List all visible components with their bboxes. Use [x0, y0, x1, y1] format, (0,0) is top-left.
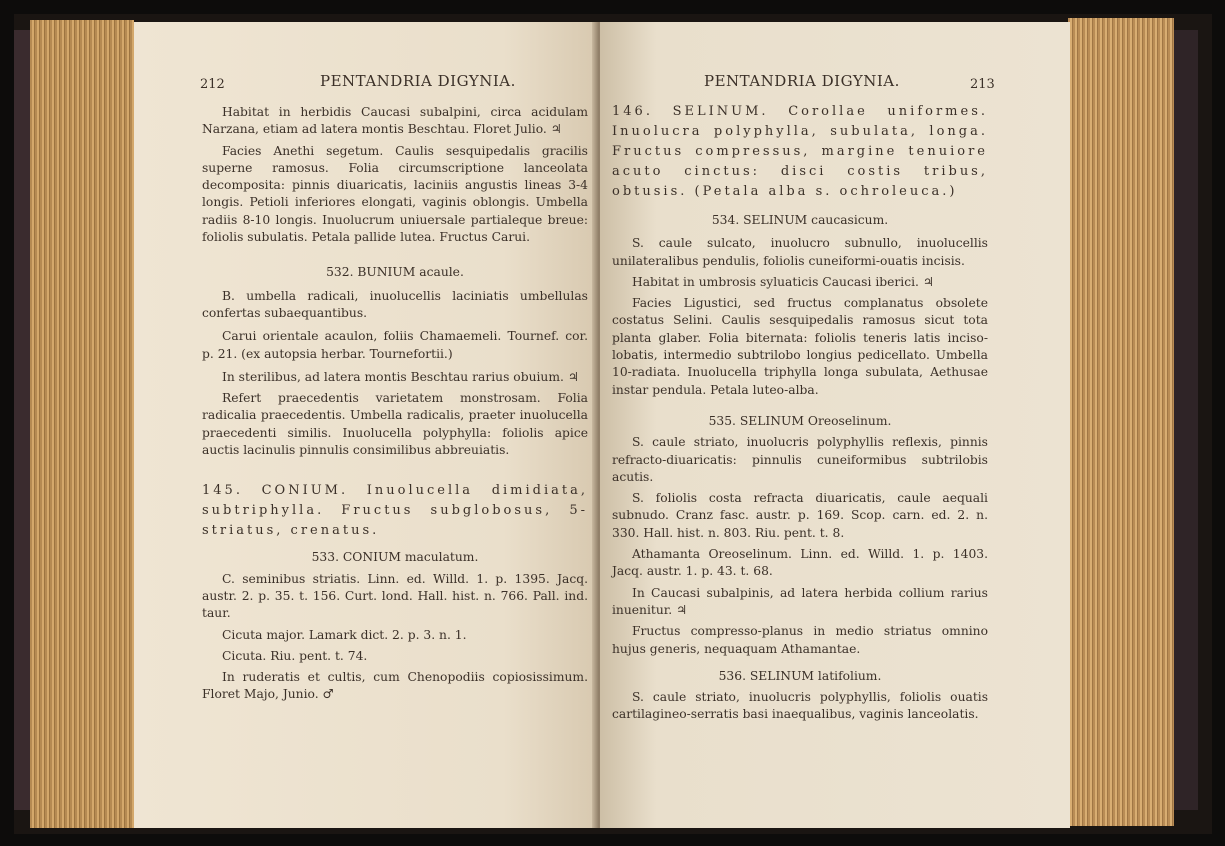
running-head: PENTANDRIA DIGYNIA.	[704, 72, 900, 90]
left-text-block	[202, 104, 588, 704]
paragraph: In ruderatis et cultis, cum Chenopodiis copiosissimum. Floret Majo, Junio. ♂	[202, 670, 588, 702]
paragraph: Refert praecedentis varietatem monstrosam. Folia radicalia praecedentis. Umbella radicalis, praeter inuolucella praecedenti similis. Inuolucella polyphylla: foliolis apice auctis lacinulis pinnulis consimilibus abbreuiatis.	[202, 391, 588, 458]
paragraph: Habitat in umbrosis syluaticis Caucasi iberici. ♃	[632, 274, 934, 289]
species-heading: 534. SELINUM caucasicum.	[711, 213, 889, 227]
genus-heading: 146. SELINUM. Corollae uniformes. Inuolucra polyphylla, subulata, longa. Fructus compressus, margine tenuiore acuto cinctus: disci costis tribus, obtusis. (Petala alba s. ochroleuca.)	[612, 104, 988, 199]
right-page	[600, 22, 1070, 828]
paragraph: S. caule sulcato, inuolucro subnullo, inuolucellis unilateralibus pendulis, foliolis cuneiformi-ouatis incisis.	[612, 236, 988, 268]
paragraph: Fructus compresso-planus in medio striatus omnino hujus generis, nequaquam Athamantae.	[612, 624, 988, 656]
right-text-block	[612, 102, 988, 724]
paragraph: Cicuta major. Lamark dict. 2. p. 3. n. 1.	[222, 627, 467, 642]
paragraph: Facies Ligustici, sed fructus complanatus obsolete costatus Selini. Caulis sesquipedalis ramosus sicut tota planta glaber. Folia biternata: foliolis teneris latis inciso-lobatis, intermedio subtrilobo longius pedicellato. Umbella 10-radiata. Inuolucella triphylla longa subulata, Aethusae instar pendula. Petala luteo-alba.	[612, 296, 988, 397]
page-number: 213	[970, 77, 995, 92]
running-head: PENTANDRIA DIGYNIA.	[320, 72, 516, 90]
paragraph: S. foliolis costa refracta diuaricatis, caule aequali subnudo. Cranz fasc. austr. p. 169. Scop. carn. ed. 2. n. 330. Hall. hist. n. 803. Riu. pent. t. 8.	[612, 491, 988, 540]
paragraph: Habitat in herbidis Caucasi subalpini, circa acidulam Narzana, etiam ad latera montis Beschtau. Floret Julio. ♃	[202, 105, 588, 137]
paragraph: Cicuta. Riu. pent. t. 74.	[222, 648, 368, 663]
left-page-edges	[30, 20, 134, 828]
left-page	[134, 22, 596, 828]
paragraph: C. seminibus striatis. Linn. ed. Willd. 1. p. 1395. Jacq. austr. 2. p. 35. t. 156. Curt. lond. Hall. hist. n. 766. Pall. ind. taur.	[202, 571, 588, 621]
paragraph: Carui orientale acaulon, foliis Chamaemeli. Tournef. cor. p. 21. (ex autopsia herbar. Tournefortii.)	[202, 329, 588, 361]
page-number: 212	[200, 77, 225, 92]
paragraph: B. umbella radicali, inuolucellis laciniatis umbellulas confertas subaequantibus.	[202, 288, 588, 320]
paragraph: In Caucasi subalpinis, ad latera herbida collium rarius inuenitur. ♃	[612, 585, 988, 617]
species-heading: 532. BUNIUM acaule.	[326, 265, 464, 280]
paragraph: Facies Anethi segetum. Caulis sesquipedalis gracilis superne ramosus. Folia circumscriptione lanceolata decomposita: pinnis diuaricatis, laciniis angustis lineas 3-4 longis. Petioli inferiores elongati, vaginis oblongis. Umbella radiis 8-10 longis. Inuolucrum uniuersale partialeque breue: foliolis subulatis. Petala pallide lutea. Fructus Carui.	[202, 143, 588, 245]
paragraph: In sterilibus, ad latera montis Beschtau rarius obuium. ♃	[222, 369, 579, 384]
paragraph: S. caule striato, inuolucris polyphyllis reflexis, pinnis refracto-diuaricatis: pinnulis cuneiformibus subtrilobis acutis.	[612, 435, 988, 484]
genus-heading: 145. CONIUM. Inuolucella dimidiata, subtriphylla. Fructus subglobosus, 5-striatus, crenatus.	[202, 483, 588, 539]
right-cover	[1172, 30, 1198, 810]
species-heading: 535. SELINUM Oreoselinum.	[708, 413, 892, 428]
species-heading: 533. CONIUM maculatum.	[311, 550, 479, 565]
paragraph: S. caule striato, inuolucris polyphyllis, foliolis ouatis cartilagineo-serratis basi inaequalibus, vaginis lanceolatis.	[612, 690, 988, 722]
paragraph: Athamanta Oreoselinum. Linn. ed. Willd. 1. p. 1403. Jacq. austr. 1. p. 43. t. 68.	[612, 547, 988, 579]
right-page-edges	[1068, 18, 1174, 826]
species-heading: 536. SELINUM latifolium.	[718, 668, 882, 683]
